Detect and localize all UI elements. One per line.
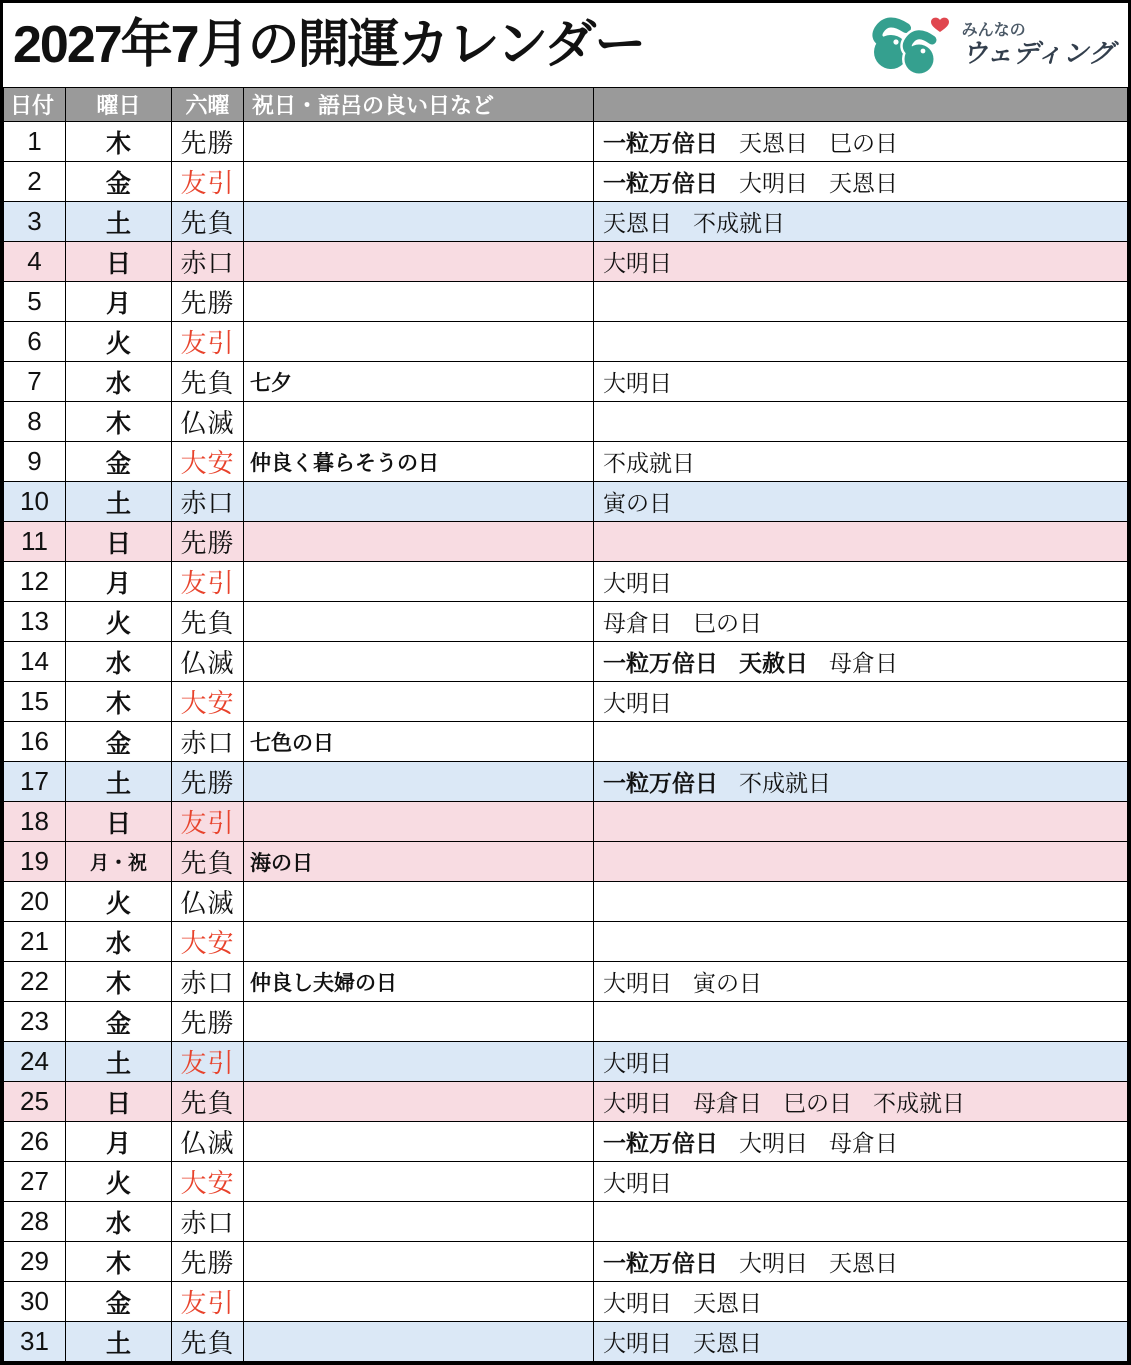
- lucky-day-label: 一粒万倍日: [603, 1250, 718, 1276]
- holiday-cell: [244, 402, 594, 442]
- calendar-row: [4, 802, 1128, 842]
- lucky-days-cell: [594, 482, 1128, 522]
- weekday-cell: 水: [66, 642, 172, 682]
- weekday-cell: 水: [66, 1202, 172, 1242]
- lucky-days-cell: [594, 282, 1128, 322]
- rokuyo-cell: 友引: [172, 1282, 244, 1322]
- lucky-day-label: 母倉日: [693, 1090, 762, 1116]
- rokuyo-cell: 仏滅: [172, 402, 244, 442]
- lucky-day-label: 一粒万倍日: [603, 770, 718, 796]
- holiday-cell: [244, 762, 594, 802]
- lucky-day-label: 天恩日: [829, 1250, 898, 1276]
- rokuyo-cell: 赤口: [172, 1202, 244, 1242]
- logo-text-bottom: ウェディング: [961, 37, 1114, 68]
- holiday-cell: [244, 1322, 594, 1362]
- date-cell: 4: [4, 242, 66, 282]
- lucky-day-label: 母倉日: [829, 650, 898, 676]
- calendar-row: [4, 602, 1128, 642]
- weekday-cell: 金: [66, 162, 172, 202]
- calendar-row: [4, 1282, 1128, 1322]
- lucky-day-label: 大明日: [603, 1290, 672, 1316]
- rokuyo-cell: 大安: [172, 922, 244, 962]
- date-cell: 12: [4, 562, 66, 602]
- lucky-day-label: 巳の日: [693, 610, 762, 636]
- lucky-day-label: 大明日: [739, 1130, 808, 1156]
- weekday-cell: 日: [66, 522, 172, 562]
- lucky-day-label: 天恩日: [693, 1290, 762, 1316]
- calendar-row: [4, 122, 1128, 162]
- date-cell: 26: [4, 1122, 66, 1162]
- rokuyo-cell: 友引: [172, 322, 244, 362]
- date-cell: 21: [4, 922, 66, 962]
- rokuyo-cell: 大安: [172, 1162, 244, 1202]
- lucky-days-cell: [594, 642, 1128, 682]
- date-cell: 2: [4, 162, 66, 202]
- calendar-row: [4, 442, 1128, 482]
- date-cell: 13: [4, 602, 66, 642]
- minna-no-wedding-logo: [866, 12, 1114, 78]
- date-cell: 14: [4, 642, 66, 682]
- calendar-row: [4, 402, 1128, 442]
- lucky-day-label: 天恩日: [739, 130, 808, 156]
- holiday-cell: 仲良く暮らそうの日: [244, 442, 594, 482]
- date-cell: 1: [4, 122, 66, 162]
- lucky-day-label: 天恩日: [829, 170, 898, 196]
- date-cell: 22: [4, 962, 66, 1002]
- calendar-row: [4, 1002, 1128, 1042]
- lucky-day-label: 母倉日: [603, 610, 672, 636]
- lucky-day-label: 一粒万倍日: [603, 130, 718, 156]
- lucky-day-label: 一粒万倍日: [603, 1130, 718, 1156]
- lucky-day-label: 大明日: [603, 970, 672, 996]
- holiday-cell: [244, 122, 594, 162]
- weekday-cell: 月・祝: [66, 842, 172, 882]
- lucky-days-cell: [594, 1082, 1128, 1122]
- weekday-cell: 土: [66, 762, 172, 802]
- holiday-cell: 海の日: [244, 842, 594, 882]
- holiday-cell: [244, 242, 594, 282]
- holiday-cell: [244, 522, 594, 562]
- date-cell: 28: [4, 1202, 66, 1242]
- date-cell: 3: [4, 202, 66, 242]
- weekday-cell: 金: [66, 442, 172, 482]
- rokuyo-cell: 先負: [172, 1322, 244, 1362]
- lucky-days-cell: [594, 122, 1128, 162]
- lucky-days-cell: [594, 682, 1128, 722]
- lucky-day-label: 天赦日: [739, 650, 808, 676]
- holiday-cell: [244, 602, 594, 642]
- holiday-cell: [244, 1242, 594, 1282]
- lucky-days-cell: [594, 442, 1128, 482]
- weekday-cell: 水: [66, 922, 172, 962]
- weekday-cell: 日: [66, 242, 172, 282]
- lucky-days-cell: [594, 202, 1128, 242]
- calendar-row: [4, 282, 1128, 322]
- weekday-cell: 日: [66, 1082, 172, 1122]
- weekday-cell: 月: [66, 562, 172, 602]
- calendar-row: [4, 1082, 1128, 1122]
- calendar-row: [4, 482, 1128, 522]
- date-cell: 6: [4, 322, 66, 362]
- date-cell: 25: [4, 1082, 66, 1122]
- lucky-days-cell: [594, 1042, 1128, 1082]
- lucky-day-label: 大明日: [603, 250, 672, 276]
- weekday-cell: 水: [66, 362, 172, 402]
- date-cell: 24: [4, 1042, 66, 1082]
- holiday-cell: [244, 322, 594, 362]
- calendar-row: [4, 1322, 1128, 1362]
- holiday-cell: [244, 202, 594, 242]
- calendar-row: [4, 1162, 1128, 1202]
- calendar-body: [4, 122, 1128, 1362]
- rokuyo-cell: 先勝: [172, 1002, 244, 1042]
- header-weekday: 曜日: [66, 88, 172, 122]
- logo-wordmark: [962, 23, 1114, 67]
- calendar-row: [4, 962, 1128, 1002]
- calendar-row: [4, 242, 1128, 282]
- date-cell: 31: [4, 1322, 66, 1362]
- weekday-cell: 木: [66, 962, 172, 1002]
- calendar-row: [4, 362, 1128, 402]
- rokuyo-cell: 仏滅: [172, 882, 244, 922]
- lucky-days-cell: [594, 562, 1128, 602]
- calendar-row: [4, 682, 1128, 722]
- lucky-day-label: 大明日: [739, 170, 808, 196]
- lucky-day-label: 巳の日: [783, 1090, 852, 1116]
- lucky-days-cell: [594, 1202, 1128, 1242]
- rokuyo-cell: 赤口: [172, 482, 244, 522]
- rokuyo-cell: 友引: [172, 1042, 244, 1082]
- rokuyo-cell: 大安: [172, 442, 244, 482]
- calendar-row: [4, 522, 1128, 562]
- lucky-day-label: 母倉日: [829, 1130, 898, 1156]
- calendar-row: [4, 202, 1128, 242]
- rokuyo-cell: 友引: [172, 802, 244, 842]
- date-cell: 30: [4, 1282, 66, 1322]
- date-cell: 17: [4, 762, 66, 802]
- weekday-cell: 月: [66, 1122, 172, 1162]
- date-cell: 5: [4, 282, 66, 322]
- holiday-cell: [244, 922, 594, 962]
- weekday-cell: 火: [66, 882, 172, 922]
- lucky-day-label: 一粒万倍日: [603, 650, 718, 676]
- logo-text-top: みんなの: [961, 21, 1026, 39]
- rokuyo-cell: 先勝: [172, 282, 244, 322]
- holiday-cell: [244, 882, 594, 922]
- lucky-days-cell: [594, 162, 1128, 202]
- lucky-days-cell: [594, 1122, 1128, 1162]
- weekday-cell: 金: [66, 1282, 172, 1322]
- holiday-cell: [244, 1082, 594, 1122]
- weekday-cell: 火: [66, 602, 172, 642]
- calendar-row: [4, 162, 1128, 202]
- lucky-day-label: 不成就日: [603, 450, 695, 476]
- holiday-cell: [244, 482, 594, 522]
- lucky-day-label: 不成就日: [739, 770, 831, 796]
- rokuyo-cell: 友引: [172, 562, 244, 602]
- holiday-cell: [244, 1162, 594, 1202]
- holiday-cell: [244, 162, 594, 202]
- lucky-day-label: 不成就日: [873, 1090, 965, 1116]
- calendar-row: [4, 562, 1128, 602]
- rokuyo-cell: 大安: [172, 682, 244, 722]
- date-cell: 15: [4, 682, 66, 722]
- date-cell: 10: [4, 482, 66, 522]
- rokuyo-cell: 先勝: [172, 762, 244, 802]
- lucky-day-label: 大明日: [603, 370, 672, 396]
- table-header-row: [4, 88, 1128, 122]
- weekday-cell: 木: [66, 122, 172, 162]
- weekday-cell: 木: [66, 682, 172, 722]
- lucky-days-cell: [594, 1002, 1128, 1042]
- header-lucky-days: [594, 88, 1128, 122]
- rokuyo-cell: 先負: [172, 842, 244, 882]
- date-cell: 7: [4, 362, 66, 402]
- date-cell: 19: [4, 842, 66, 882]
- calendar-row: [4, 722, 1128, 762]
- calendar-row: [4, 842, 1128, 882]
- weekday-cell: 火: [66, 322, 172, 362]
- holiday-cell: [244, 1042, 594, 1082]
- lucky-day-label: 天恩日: [603, 210, 672, 236]
- lucky-day-label: 大明日: [603, 570, 672, 596]
- calendar-row: [4, 762, 1128, 802]
- calendar-row: [4, 322, 1128, 362]
- weekday-cell: 土: [66, 1322, 172, 1362]
- holiday-cell: [244, 682, 594, 722]
- date-cell: 11: [4, 522, 66, 562]
- date-cell: 9: [4, 442, 66, 482]
- rokuyo-cell: 先負: [172, 1082, 244, 1122]
- lucky-day-label: 大明日: [603, 1050, 672, 1076]
- rokuyo-cell: 友引: [172, 162, 244, 202]
- header-date: 日付: [4, 88, 66, 122]
- lucky-days-cell: [594, 522, 1128, 562]
- date-cell: 18: [4, 802, 66, 842]
- header-holiday: 祝日・語呂の良い日など: [244, 88, 594, 122]
- weekday-cell: 火: [66, 1162, 172, 1202]
- holiday-cell: 七夕: [244, 362, 594, 402]
- weekday-cell: 土: [66, 1042, 172, 1082]
- date-cell: 16: [4, 722, 66, 762]
- calendar-row: [4, 1122, 1128, 1162]
- lucky-day-label: 不成就日: [693, 210, 785, 236]
- lucky-day-label: 大明日: [603, 1090, 672, 1116]
- holiday-cell: [244, 282, 594, 322]
- wedding-birds-heart-icon: [866, 12, 954, 78]
- weekday-cell: 木: [66, 402, 172, 442]
- weekday-cell: 月: [66, 282, 172, 322]
- rokuyo-cell: 赤口: [172, 962, 244, 1002]
- lucky-day-label: 大明日: [603, 1330, 672, 1356]
- rokuyo-cell: 先負: [172, 202, 244, 242]
- holiday-cell: [244, 1282, 594, 1322]
- weekday-cell: 土: [66, 202, 172, 242]
- rokuyo-cell: 先勝: [172, 122, 244, 162]
- calendar-row: [4, 1042, 1128, 1082]
- calendar-row: [4, 922, 1128, 962]
- date-cell: 20: [4, 882, 66, 922]
- holiday-cell: [244, 802, 594, 842]
- lucky-days-cell: [594, 722, 1128, 762]
- lucky-days-cell: [594, 1242, 1128, 1282]
- weekday-cell: 日: [66, 802, 172, 842]
- holiday-cell: 七色の日: [244, 722, 594, 762]
- lucky-day-label: 巳の日: [829, 130, 898, 156]
- lucky-days-cell: [594, 1282, 1128, 1322]
- weekday-cell: 金: [66, 1002, 172, 1042]
- lucky-day-label: 大明日: [603, 1170, 672, 1196]
- title-row: [3, 3, 1128, 87]
- calendar-row: [4, 1202, 1128, 1242]
- rokuyo-cell: 先負: [172, 362, 244, 402]
- lucky-days-cell: [594, 402, 1128, 442]
- weekday-cell: 土: [66, 482, 172, 522]
- rokuyo-cell: 先勝: [172, 522, 244, 562]
- rokuyo-cell: 先負: [172, 602, 244, 642]
- holiday-cell: [244, 642, 594, 682]
- lucky-days-cell: [594, 882, 1128, 922]
- lucky-days-cell: [594, 802, 1128, 842]
- lucky-day-label: 大明日: [603, 690, 672, 716]
- holiday-cell: [244, 1202, 594, 1242]
- page-title: 2027年7月の開運カレンダー: [13, 16, 645, 74]
- rokuyo-cell: 仏滅: [172, 1122, 244, 1162]
- lucky-days-cell: [594, 362, 1128, 402]
- lucky-days-cell: [594, 242, 1128, 282]
- lucky-days-cell: [594, 962, 1128, 1002]
- calendar-row: [4, 642, 1128, 682]
- holiday-cell: [244, 1122, 594, 1162]
- lucky-days-cell: [594, 1322, 1128, 1362]
- holiday-cell: 仲良し夫婦の日: [244, 962, 594, 1002]
- holiday-cell: [244, 1002, 594, 1042]
- weekday-cell: 金: [66, 722, 172, 762]
- lucky-days-cell: [594, 602, 1128, 642]
- lucky-days-cell: [594, 322, 1128, 362]
- rokuyo-cell: 仏滅: [172, 642, 244, 682]
- date-cell: 29: [4, 1242, 66, 1282]
- fortune-calendar-table: [3, 87, 1128, 1362]
- lucky-days-cell: [594, 842, 1128, 882]
- date-cell: 23: [4, 1002, 66, 1042]
- calendar-row: [4, 1242, 1128, 1282]
- rokuyo-cell: 先勝: [172, 1242, 244, 1282]
- lucky-days-cell: [594, 922, 1128, 962]
- date-cell: 27: [4, 1162, 66, 1202]
- date-cell: 8: [4, 402, 66, 442]
- lucky-days-cell: [594, 1162, 1128, 1202]
- lucky-day-label: 一粒万倍日: [603, 170, 718, 196]
- header-rokuyo: 六曜: [172, 88, 244, 122]
- holiday-cell: [244, 562, 594, 602]
- lucky-day-label: 寅の日: [693, 970, 762, 996]
- rokuyo-cell: 赤口: [172, 722, 244, 762]
- lucky-day-label: 天恩日: [693, 1330, 762, 1356]
- calendar-row: [4, 882, 1128, 922]
- lucky-day-label: 寅の日: [603, 490, 672, 516]
- weekday-cell: 木: [66, 1242, 172, 1282]
- lucky-days-cell: [594, 762, 1128, 802]
- rokuyo-cell: 赤口: [172, 242, 244, 282]
- lucky-day-label: 大明日: [739, 1250, 808, 1276]
